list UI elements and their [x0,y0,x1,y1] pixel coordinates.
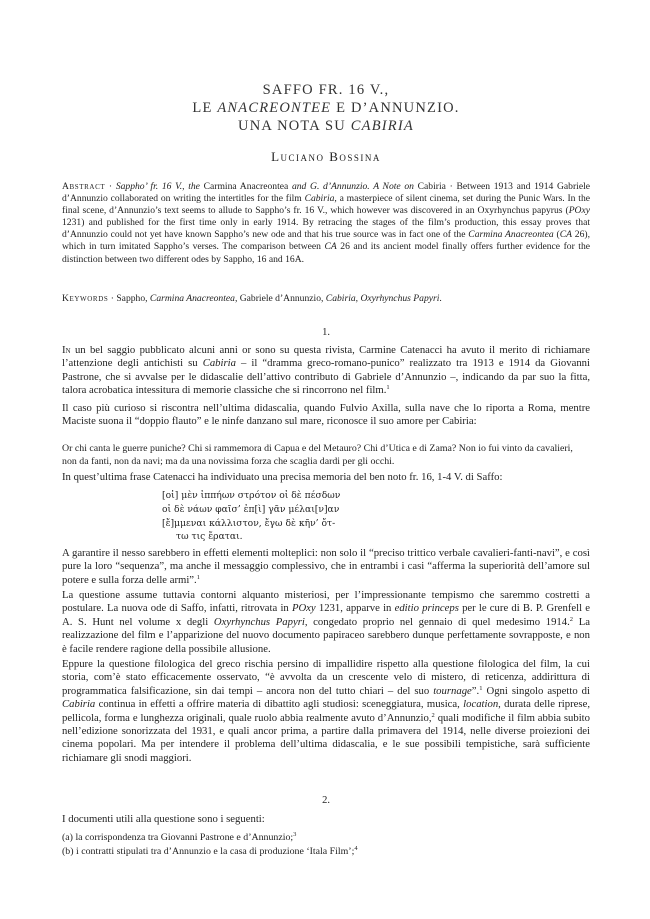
paragraph-6: Eppure la questione filologica del greco rischia persino di impallidire rispetto alla questione filologica del film, la cui storia, com’è stato efficacemente osservato, “è avvolta da un crescente velo di mistero, di reticenza, addirittura di programmatica falsificazione, sin dai tempi – ancora non del tutto chiari – del suo tournage”.$^1$ Ogni singolo aspetto di Cabiria continua in effetti a offrire materia di dibattito agli studiosi: sceneggiatura, musica, location, durata delle riprese, pellicola, forma e lunghezza originali, quale ruolo abbia realmente avuto d’Annunzio,$^2$ quali modifiche il film abbia subito nell’edizione sonorizzata del 1931, e quali ancor prima, a partire dalla primavera del 1914, nelle diverse proiezioni dei cinema popolari. Ma per intendere il problema dell’ultima didascalia, e le sue possibili tempistiche, sarà sufficiente richiamare gli snodi maggiori. [62,658,590,764]
block-quote: Or chi canta le guerre puniche? Chi si rammemora di Capua e del Metauro? Chi d’Utica e di Zama? Non io fui vinto da cavalieri, non da fanti, non da navi; ma da una novissima forza che scaglia dardi per gli occhi. [62,443,573,467]
article-title-line1: SAFFO FR. 16 V., [262,82,390,98]
article-title-line2: LE ANACREONTEE E D’ANNUNZIO. [192,100,460,116]
section-number-2: 2. [322,795,330,806]
paragraph-7: I documenti utili alla questione sono i seguenti: [62,813,265,825]
keywords: Keywords · Sappho, Carmina Anacreontea, Gabriele d’Annunzio, Cabiria, Oxyrhynchus Papyri. [62,293,442,304]
abstract: Abstract · Sappho’ fr. 16 V., the Carmina Anacreontea and G. d’Annunzio. A Note on Cabiria · Between 1913 and 1914 Gabriele d’Annunzio collaborated on writing the intertitles for the film Cabiria, a masterpiece of silent cinema, set during the Punic Wars. In the final scene, d’Annunzio’s text seems to allude to Sappho’s fr. 16 V., which however was discovered in an Oxyrhynchus papyrus (POxy 1231) and published for the first time only in early 1914. By retracing the stages of the film’s production, this essay proves that d’Annunzio could not yet have known Sappho’s new ode and that his true source was in fact one of the Carmina Anacreontea (CA 26), which in turn imitated Sappho’s verses. The comparison between CA 26 and its ancient model finally offers further evidence for the distinction between two different odes by Sappho, 16 and 16A. [62,181,591,265]
paragraph-5: La questione assume tuttavia contorni alquanto misteriosi, per l’impressionante tempismo che saremmo costretti a postulare. La nuova ode di Saffo, infatti, ritrovata in POxy 1231, apparve in editio princeps per le cure di B. P. Grenfell e A. S. Hunt nel volume x degli Oxyrhynchus Papyri, congedato proprio nel gennaio di quel medesimo 1914.$^2$ La realizzazione del film e l’apparizione del nuovo documento papiraceo sarebbero dunque perfettamente sovrapposte, e non è facile rendere ragione della possibile allusione. [62,589,590,655]
footnote-ref: 3 [293,831,297,838]
author-name: Luciano Bossina [271,149,381,164]
abstract-label: Abstract [62,181,106,192]
greek-verse [162,489,462,544]
footnote-ref: 1 [386,384,390,392]
footnote-ref: 1 [196,573,200,581]
list-item: (a) la corrispondenza tra Giovanni Pastrone e d’Annunzio;$^3$ [62,831,297,843]
verse-line: [ἔ]μμεναι κάλλιστον, ἔγω δὲ κῆν’ ὄτ- [162,517,336,529]
paragraph-1: In un bel saggio pubblicato alcuni anni or sono su questa rivista, Carmine Catenacci ha avuto il merito di richiamare l’attenzione degli antichisti su Cabiria – il “dramma greco-romano-punico” realizzato tra 1913 e 1914 da Giovanni Pastrone, che si avvalse per le didascalie dell’attivo contributo di Gabriele d’Annunzio –, indicando da par suo la fitta, talora acrobatica intessitura di memorie classiche che si rincorrono nel film.$^1$ [62,344,590,397]
keywords-label: Keywords [62,293,109,304]
footnote-ref: 4 [354,845,358,852]
list-item: (b) i contratti stipulati tra d’Annunzio e la casa di produzione ‘Itala Film’;$^4$ [62,845,358,857]
verse-line: τω τις ἔραται. [176,531,243,543]
verse-line: οἰ δὲ νάων φαῖσ’ ἐπ[ὶ] γᾶν μέλαι[ν]αν [162,503,340,515]
paragraph-4: A garantire il nesso sarebbero in effetti elementi molteplici: non solo il “preciso trittico verbale cavalieri-fanti-navi”, e così pure la loro “sequenza”, ma anche il messaggio complessivo, che in entrambi i casi “afferma la superiorità dell’amore sul potere e sulla forza delle armi”.$^1$ [62,547,590,586]
footnote-ref: 2 [569,615,574,623]
paragraph-2: Il caso più curioso si riscontra nell’ultima didascalia, quando Fulvio Axilla, sulla nave che lo riporta a Roma, mentre Maciste suona il “doppio flauto” e le ninfe danzano sul mare, riconosce il suo amore per Cabiria: [62,402,590,428]
section-number-1: 1. [322,327,330,338]
footnote-ref: 1 [479,684,483,692]
footnote-ref: 2 [431,711,435,719]
paragraph-3: In quest’ultima frase Catenacci ha individuato una precisa memoria del ben noto fr. 16, 1-4 V. di Saffo: [62,471,503,483]
verse-line: [οἰ] μὲν ἰππήων στρότον οἰ δὲ πέσδων [162,490,341,501]
article-title-line3: UNA NOTA SU CABIRIA [238,118,414,134]
